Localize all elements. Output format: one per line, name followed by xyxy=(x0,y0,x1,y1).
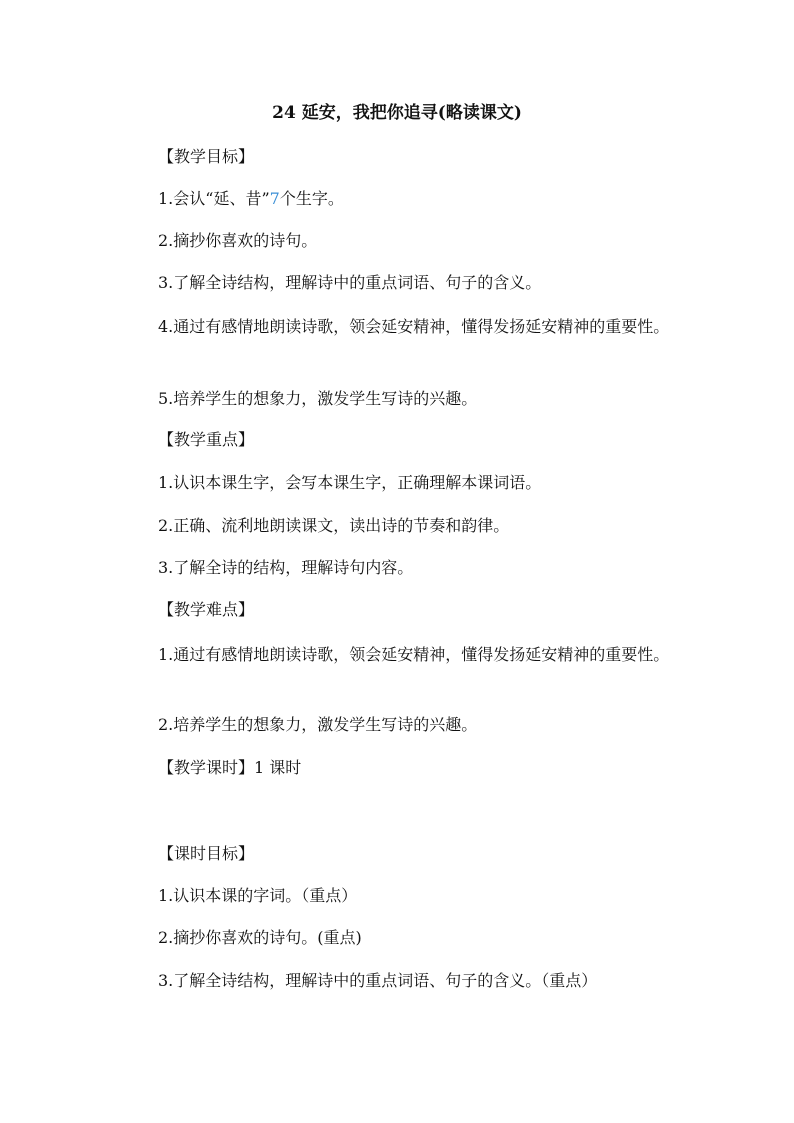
lesson-number: 24 xyxy=(272,103,296,123)
key-point-1: 1.认识本课生字，会写本课生字，正确理解本课词语。 xyxy=(158,473,542,492)
teaching-goal-1 xyxy=(158,187,344,211)
teaching-goal-3: 3.了解全诗结构，理解诗中的重点词语、句子的含义。 xyxy=(158,273,542,292)
teaching-goal-4: 4.通过有感情地朗读诗歌，领会延安精神，懂得发扬延安精神的重要性。 xyxy=(158,317,670,336)
difficulty-1: 1.通过有感情地朗读诗歌，领会延安精神，懂得发扬延安精神的重要性。 xyxy=(158,645,670,664)
lesson-goals-heading: 【课时目标】 xyxy=(158,844,255,863)
teaching-key-points-heading: 【教学重点】 xyxy=(158,430,255,449)
key-point-2: 2.正确、流利地朗读课文，读出诗的节奏和韵律。 xyxy=(158,516,510,535)
character-count: 7 xyxy=(269,189,280,208)
teaching-goal-1-after: 个生字。 xyxy=(279,189,344,208)
teaching-goals-heading: 【教学目标】 xyxy=(158,147,255,166)
teaching-goal-2: 2.摘抄你喜欢的诗句。 xyxy=(158,231,318,250)
teaching-hours xyxy=(158,756,301,780)
lesson-title-text: 延安，我把你追寻(略读课文) xyxy=(301,103,522,123)
difficulty-2: 2.培养学生的想象力，激发学生写诗的兴趣。 xyxy=(158,715,478,734)
key-point-3: 3.了解全诗的结构，理解诗句内容。 xyxy=(158,558,414,577)
lesson-goal-2: 2.摘抄你喜欢的诗句。(重点) xyxy=(158,928,362,947)
lesson-goal-1: 1.认识本课的字词。（重点） xyxy=(158,886,358,905)
teaching-goal-1-before: 1.会认“延、昔” xyxy=(158,189,270,208)
teaching-hours-heading: 【教学课时】 xyxy=(158,758,255,777)
teaching-difficulties-heading: 【教学难点】 xyxy=(158,600,255,619)
teaching-hours-value: 1 课时 xyxy=(254,758,302,777)
lesson-title xyxy=(0,101,794,125)
teaching-goal-5: 5.培养学生的想象力，激发学生写诗的兴趣。 xyxy=(158,389,478,408)
lesson-goal-3: 3.了解全诗结构，理解诗中的重点词语、句子的含义。（重点） xyxy=(158,971,598,990)
